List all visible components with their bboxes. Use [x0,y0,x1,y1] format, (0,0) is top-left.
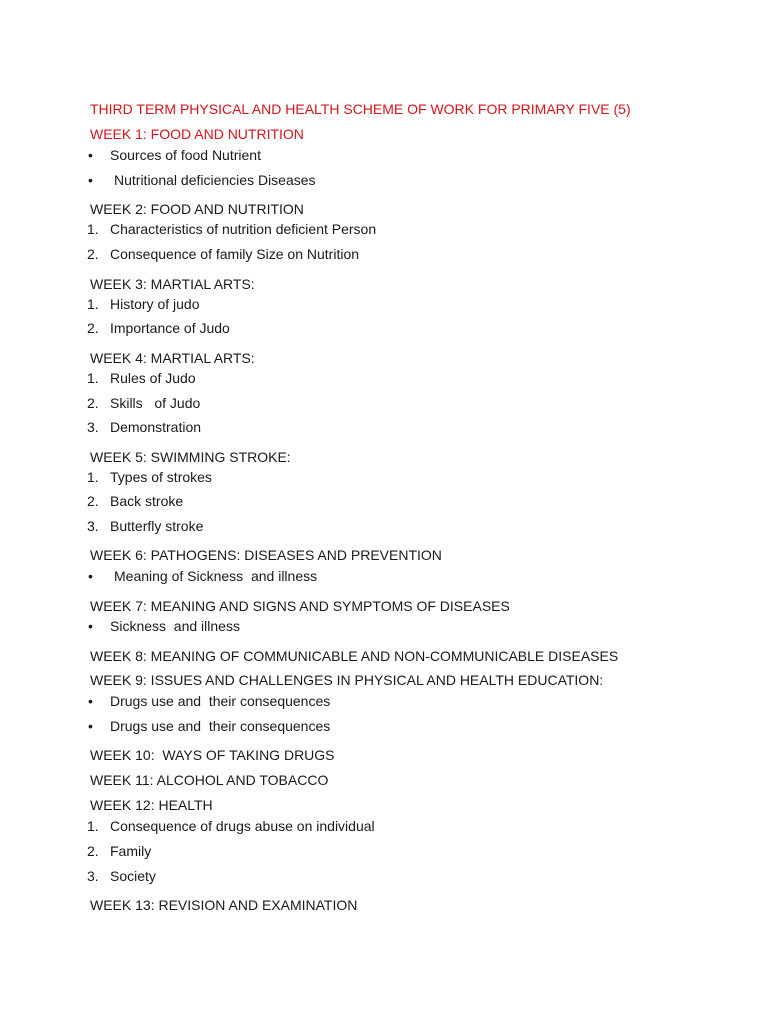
week-12-item-3: Society [110,868,156,884]
list-number: 2. [87,493,99,509]
week-4-item-2: Skills of Judo [110,395,201,411]
bullet-marker: • [88,568,93,584]
list-number: 3. [87,518,99,534]
week-10-heading: WEEK 10: WAYS OF TAKING DRUGS [90,747,335,763]
week-2-item-1: Characteristics of nutrition deficient Person [110,221,377,237]
week-5-item-3: Butterfly stroke [110,518,204,534]
week-8-heading: WEEK 8: MEANING OF COMMUNICABLE AND NON-COMMUNICABLE DISEASES [90,648,619,664]
week-5-heading: WEEK 5: SWIMMING STROKE: [90,449,291,465]
document-title: THIRD TERM PHYSICAL AND HEALTH SCHEME OF WORK FOR PRIMARY FIVE (5) [90,101,631,117]
week-5-item-2: Back stroke [110,493,184,509]
week-2-item-2: Consequence of family Size on Nutrition [110,246,360,262]
week-13-heading: WEEK 13: REVISION AND EXAMINATION [90,897,358,913]
list-number: 3. [87,419,99,435]
week-7-heading: WEEK 7: MEANING AND SIGNS AND SYMPTOMS OF DISEASES [90,598,510,614]
bullet-marker: • [88,618,93,634]
list-number: 1. [87,221,99,237]
week-1-heading: WEEK 1: FOOD AND NUTRITION [90,126,304,142]
week-9-item-2: Drugs use and their consequences [110,718,331,734]
week-9-heading: WEEK 9: ISSUES AND CHALLENGES IN PHYSICAL AND HEALTH EDUCATION: [90,672,604,688]
week-6-heading: WEEK 6: PATHOGENS: DISEASES AND PREVENTION [90,547,442,563]
bullet-marker: • [88,693,93,709]
list-number: 1. [87,818,99,834]
bullet-marker: • [88,147,93,163]
week-7-item-1: Sickness and illness [110,618,240,634]
list-number: 2. [87,843,99,859]
week-3-heading: WEEK 3: MARTIAL ARTS: [90,276,255,292]
list-number: 3. [87,868,99,884]
week-12-item-2: Family [110,843,152,859]
week-1-item-1: Sources of food Nutrient [110,147,261,163]
list-number: 2. [87,395,99,411]
week-3-item-1: History of judo [110,296,200,312]
list-number: 2. [87,246,99,262]
week-4-item-3: Demonstration [110,419,202,435]
week-5-item-1: Types of strokes [110,469,212,485]
week-3-item-2: Importance of Judo [110,320,230,336]
week-11-heading: WEEK 11: ALCOHOL AND TOBACCO [90,772,329,788]
week-6-item-1: Meaning of Sickness and illness [114,568,318,584]
week-1-item-2: Nutritional deficiencies Diseases [114,172,316,188]
bullet-marker: • [88,718,93,734]
bullet-marker: • [88,172,93,188]
week-4-heading: WEEK 4: MARTIAL ARTS: [90,350,255,366]
list-number: 1. [87,469,99,485]
week-9-item-1: Drugs use and their consequences [110,693,331,709]
week-12-item-1: Consequence of drugs abuse on individual [110,818,375,834]
list-number: 1. [87,370,99,386]
list-number: 1. [87,296,99,312]
week-2-heading: WEEK 2: FOOD AND NUTRITION [90,201,304,217]
list-number: 2. [87,320,99,336]
week-12-heading: WEEK 12: HEALTH [90,797,213,813]
week-4-item-1: Rules of Judo [110,370,196,386]
